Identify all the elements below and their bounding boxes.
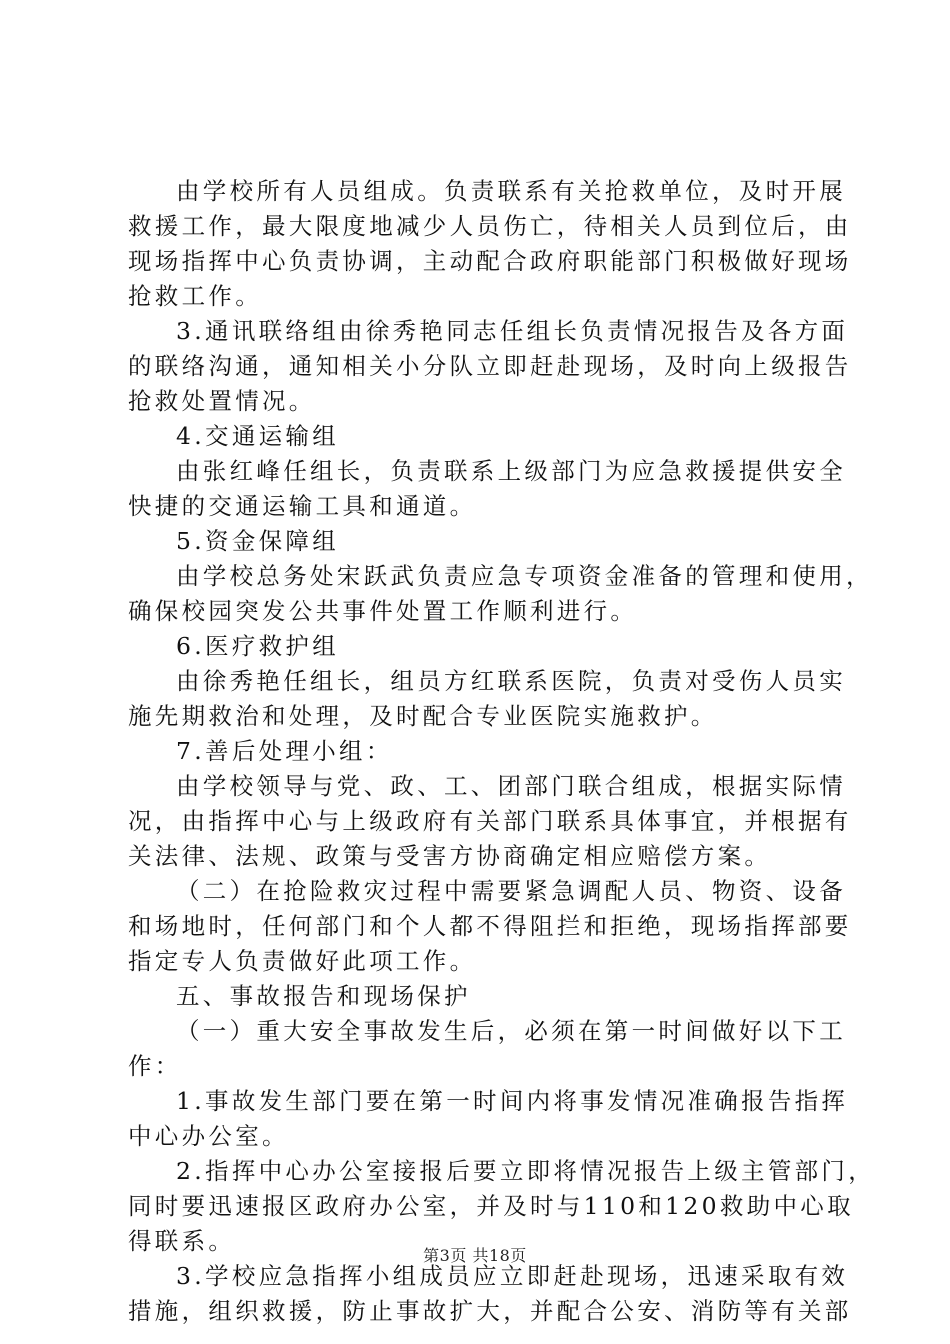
- text-line: 指定专人负责做好此项工作。: [128, 947, 477, 975]
- text-line: 抢救工作。: [128, 282, 262, 310]
- text-line: 由学校领导与党、政、工、团部门联合组成，根据实际情: [176, 772, 846, 800]
- body-text: [128, 174, 876, 1329]
- text-line: 和场地时，任何部门和个人都不得阻拦和拒绝，现场指挥部要: [128, 912, 852, 940]
- text-line: 4.交通运输组: [176, 422, 340, 450]
- text-line: 五、事故报告和现场保护: [176, 982, 471, 1010]
- text-line: 由学校所有人员组成。负责联系有关抢救单位，及时开展: [176, 177, 846, 205]
- text-line: （一）重大安全事故发生后，必须在第一时间做好以下工: [176, 1017, 846, 1045]
- text-line: 施先期救治和处理，及时配合专业医院实施救护。: [128, 702, 718, 730]
- text-line: （二）在抢险救灾过程中需要紧急调配人员、物资、设备: [176, 877, 846, 905]
- text-line: 3.通讯联络组由徐秀艳同志任组长负责情况报告及各方面: [176, 317, 849, 345]
- text-line: 况，由指挥中心与上级政府有关部门联系具体事宜，并根据有: [128, 807, 852, 835]
- text-line: 快捷的交通运输工具和通道。: [128, 492, 477, 520]
- page-footer: 第3页 共18页: [423, 1246, 527, 1265]
- text-line: 7.善后处理小组：: [176, 737, 393, 765]
- text-line: 5.资金保障组: [176, 527, 340, 555]
- text-line: 1.事故发生部门要在第一时间内将事发情况准确报告指挥: [176, 1087, 849, 1115]
- text-line: 救援工作，最大限度地减少人员伤亡，待相关人员到位后，由: [128, 212, 852, 240]
- text-line: 得联系。: [128, 1227, 236, 1255]
- text-line: 由学校总务处宋跃武负责应急专项资金准备的管理和使用，: [176, 562, 873, 590]
- text-line: 同时要迅速报区政府办公室，并及时与110和120救助中心取: [128, 1192, 854, 1220]
- text-line: 2.指挥中心办公室接报后要立即将情况报告上级主管部门，: [176, 1157, 876, 1185]
- text-line: 作：: [128, 1052, 182, 1080]
- text-line: 确保校园突发公共事件处置工作顺利进行。: [128, 597, 638, 625]
- text-line: 现场指挥中心负责协调，主动配合政府职能部门积极做好现场: [128, 247, 852, 275]
- text-line: 3.学校应急指挥小组成员应立即赶赴现场，迅速采取有效: [176, 1262, 849, 1290]
- text-line: 由徐秀艳任组长，组员方红联系医院，负责对受伤人员实: [176, 667, 846, 695]
- text-line: 由张红峰任组长，负责联系上级部门为应急救援提供安全: [176, 457, 846, 485]
- text-line: 措施，组织救援，防止事故扩大，并配合公安、消防等有关部: [128, 1297, 852, 1325]
- text-line: 的联络沟通，通知相关小分队立即赶赴现场，及时向上级报告: [128, 352, 852, 380]
- text-line: 中心办公室。: [128, 1122, 289, 1150]
- text-line: 抢救处置情况。: [128, 387, 316, 415]
- text-line: 6.医疗救护组: [176, 632, 340, 660]
- text-line: 关法律、法规、政策与受害方协商确定相应赔偿方案。: [128, 842, 772, 870]
